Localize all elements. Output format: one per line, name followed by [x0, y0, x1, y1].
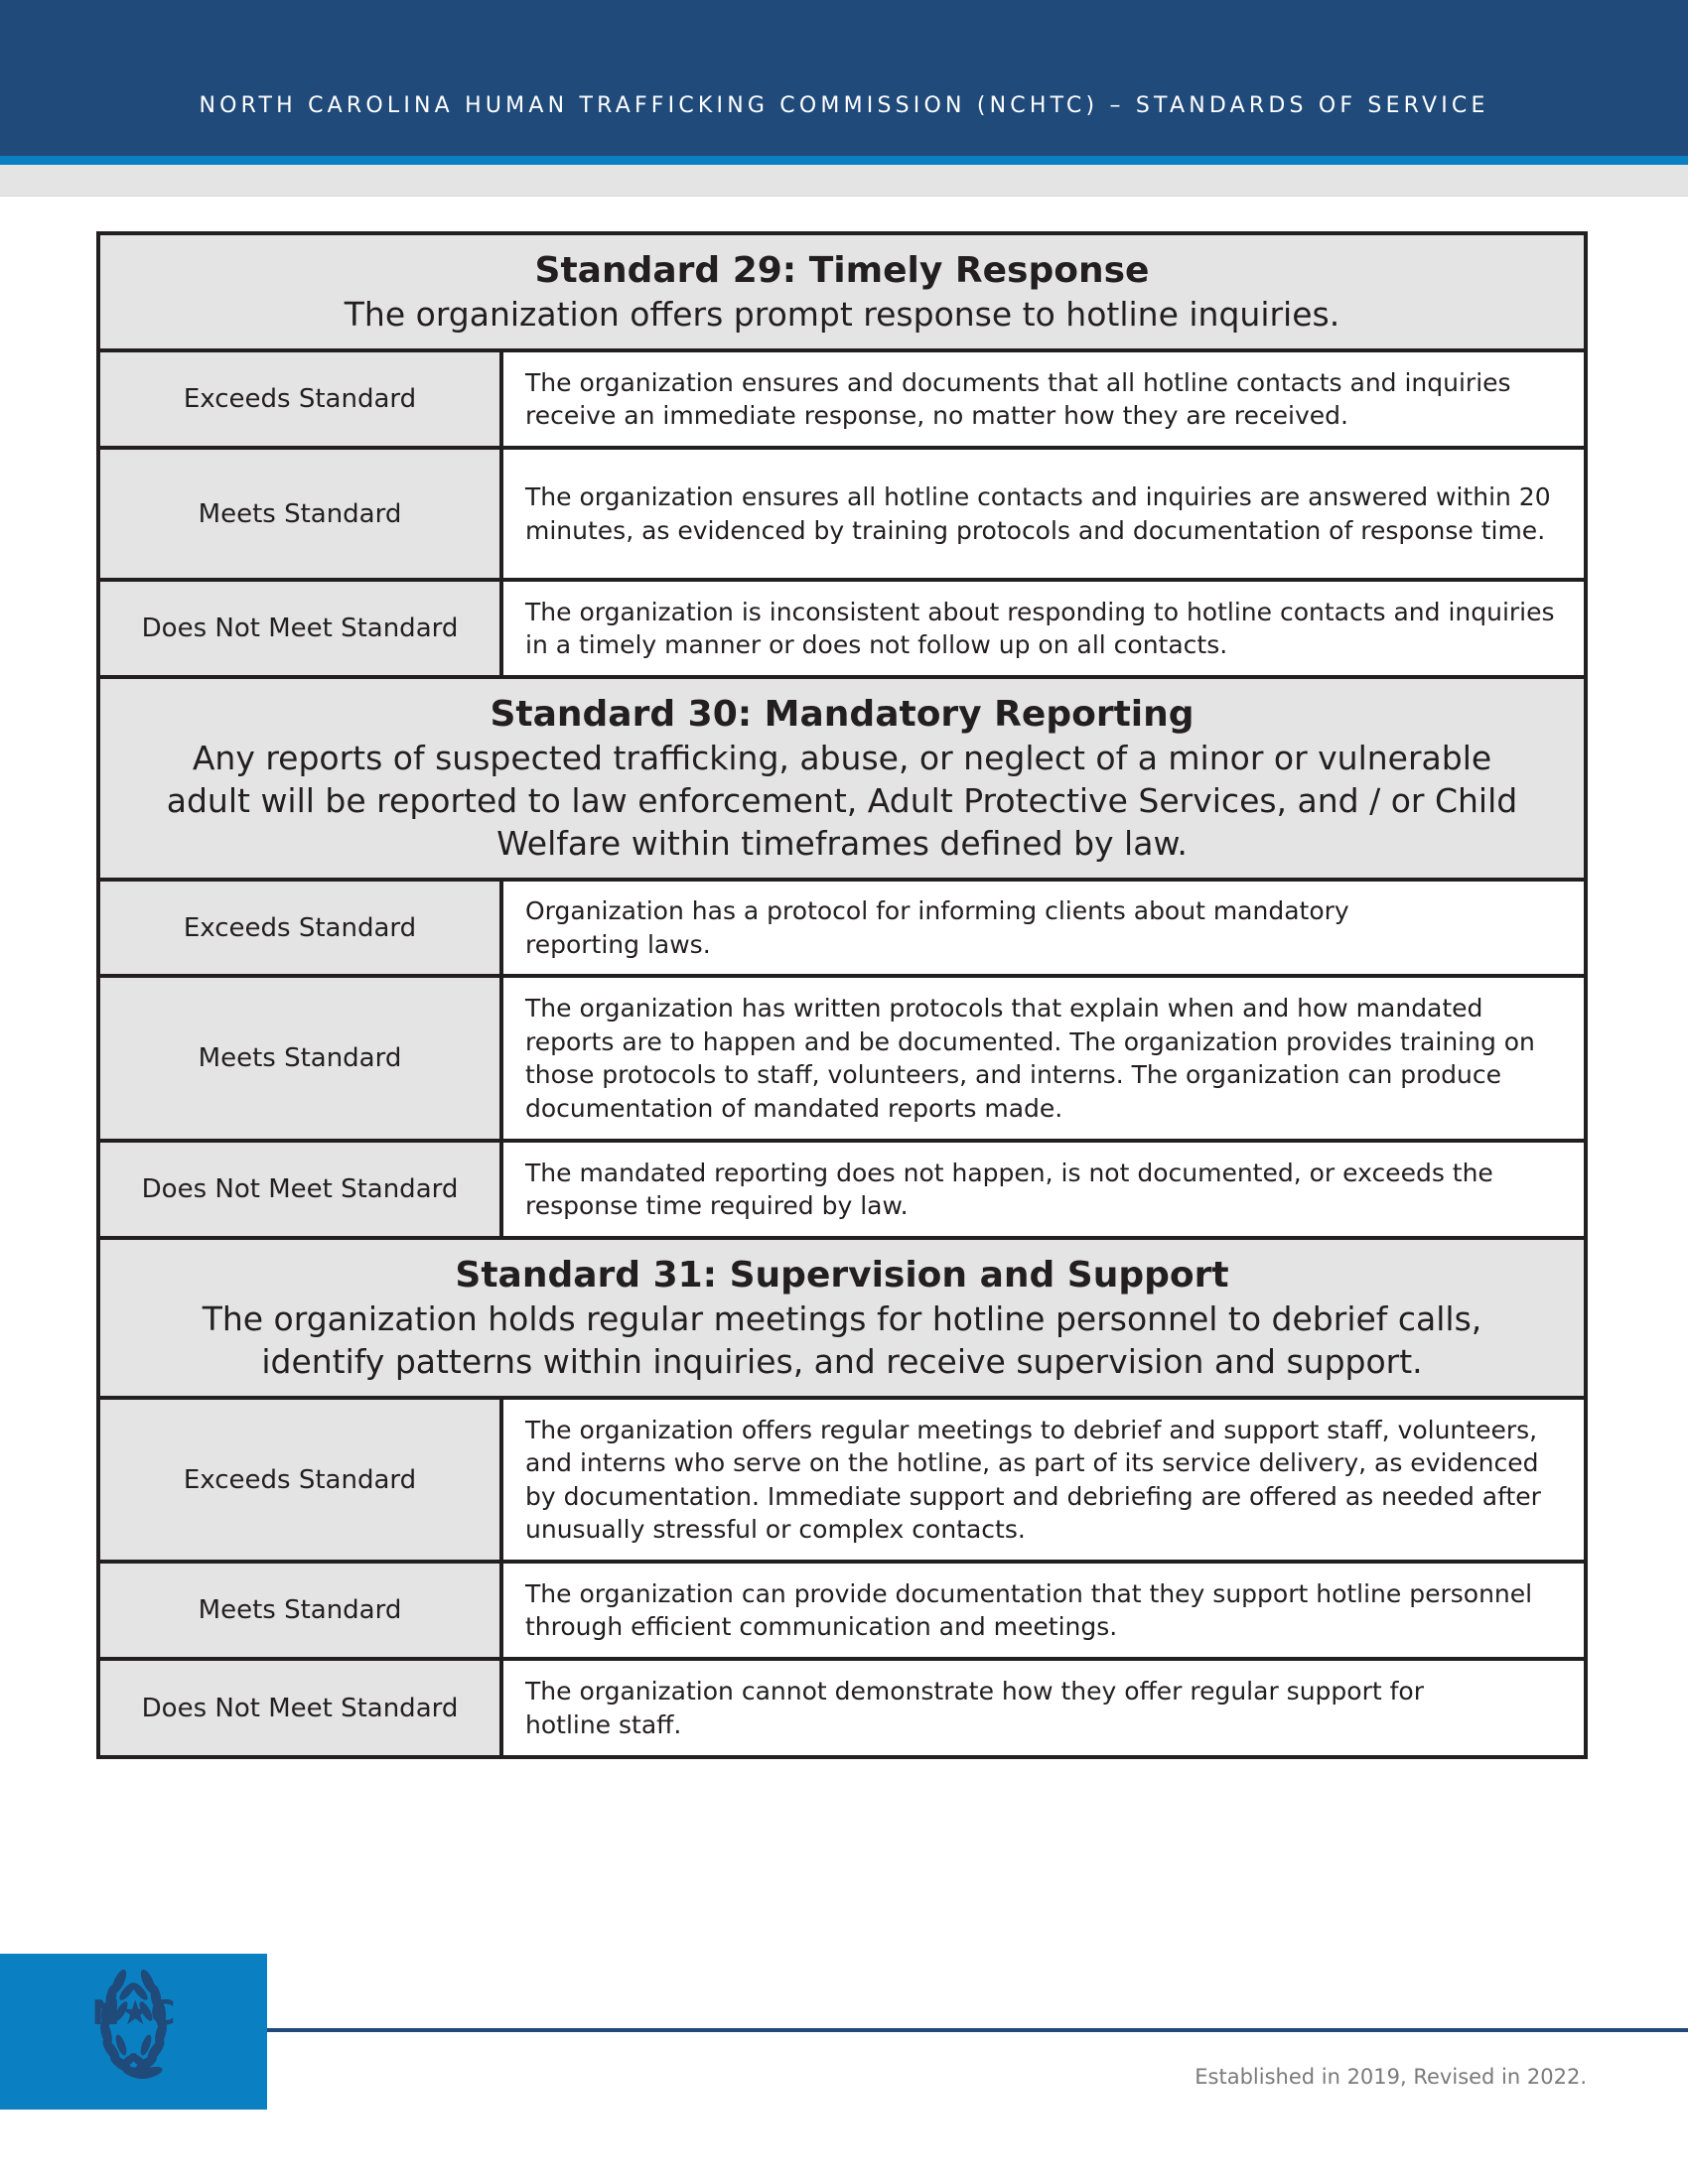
level-label: Meets Standard — [100, 978, 503, 1139]
laurel-wreath-icon — [0, 1954, 267, 2110]
table-row — [100, 1564, 1584, 1661]
table-row — [100, 1400, 1584, 1564]
level-text — [503, 1143, 1584, 1236]
table-row — [100, 582, 1584, 679]
table-row — [100, 978, 1584, 1143]
level-label: Does Not Meet Standard — [100, 1661, 503, 1755]
level-text — [503, 882, 1584, 974]
standard-description: The organization holds regular meetings for hotline personnel to debrief calls, identify patterns within inquiries, and receive supervision and support. — [202, 1298, 1482, 1381]
standard-29-header — [100, 235, 1584, 352]
footer-note: Established in 2019, Revised in 2022. — [1195, 2065, 1587, 2089]
level-label: Exceeds Standard — [100, 352, 503, 446]
footer-rule — [267, 2028, 1688, 2032]
standard-31-header — [100, 1240, 1584, 1400]
level-text — [503, 1564, 1584, 1657]
page-header — [0, 0, 1688, 156]
level-label: Exceeds Standard — [100, 882, 503, 974]
level-text-content: The organization ensures all hotline contacts and inquiries are answered within 20 minutes, as evidenced by training protocols and documentation of response time. — [525, 482, 1551, 545]
header-grey-band — [0, 165, 1688, 197]
table-row — [100, 352, 1584, 450]
level-text — [503, 352, 1584, 446]
standard-description: Any reports of suspected trafficking, abuse, or neglect of a minor or vulnerable adult will be reported to law enforcement, Adult Protective Services, and / or Child Welfare within timeframes defined by law. — [166, 738, 1518, 863]
header-accent-stripe — [0, 156, 1688, 165]
standard-30-header — [100, 679, 1584, 882]
table-row — [100, 450, 1584, 582]
level-text-content: The organization cannot demonstrate how they offer regular support for hotline staff. — [525, 1677, 1424, 1739]
table-row — [100, 1143, 1584, 1240]
header-title: NORTH CAROLINA HUMAN TRAFFICKING COMMISSION (NCHTC) – STANDARDS OF SERVICE — [199, 93, 1489, 118]
table-row — [100, 882, 1584, 978]
standard-title: Standard 30: Mandatory Reporting — [490, 693, 1195, 735]
level-text — [503, 1400, 1584, 1560]
level-label: Meets Standard — [100, 450, 503, 578]
level-label: Does Not Meet Standard — [100, 1143, 503, 1236]
table-row — [100, 1661, 1584, 1755]
level-label: Meets Standard — [100, 1564, 503, 1657]
level-text-content: The organization ensures and documents that all hotline contacts and inquiries receive an immediate response, no matter how they are received. — [525, 367, 1511, 430]
level-label: Exceeds Standard — [100, 1400, 503, 1560]
level-text — [503, 978, 1584, 1139]
level-text — [503, 450, 1584, 578]
level-text — [503, 582, 1584, 675]
level-text-content: The organization is inconsistent about responding to hotline contacts and inquiries in a timely manner or does not follow up on all contacts. — [525, 597, 1555, 659]
standard-title: Standard 31: Supervision and Support — [455, 1254, 1229, 1296]
standards-table — [96, 231, 1588, 1759]
level-text-content: The mandated reporting does not happen, is not documented, or exceeds the response time required by law. — [525, 1158, 1493, 1220]
logo-text: N★C — [91, 1993, 176, 2033]
standard-description: The organization offers prompt response to hotline inquiries. — [344, 294, 1340, 334]
level-text-content: The organization has written protocols that explain when and how mandated reports are to happen and be documented. The organization provides training on those protocols to staff, volunteers, and interns. The organization can produce documentation of mandated reports made. — [525, 994, 1535, 1123]
standard-title: Standard 29: Timely Response — [534, 249, 1150, 291]
level-text-content: The organization offers regular meetings to debrief and support staff, volunteers, and interns who serve on the hotline, as part of its service delivery, as evidenced by documentation. Immediate support and debriefing are offered as needed after unusually stressful or complex contacts. — [525, 1415, 1541, 1544]
level-text — [503, 1661, 1584, 1755]
level-text-content: The organization can provide documentation that they support hotline personnel through efficient communication and meetings. — [525, 1578, 1533, 1641]
level-label: Does Not Meet Standard — [100, 582, 503, 675]
nc-logo — [0, 1954, 267, 2110]
level-text-content: Organization has a protocol for informing clients about mandatory reporting laws. — [525, 896, 1349, 959]
